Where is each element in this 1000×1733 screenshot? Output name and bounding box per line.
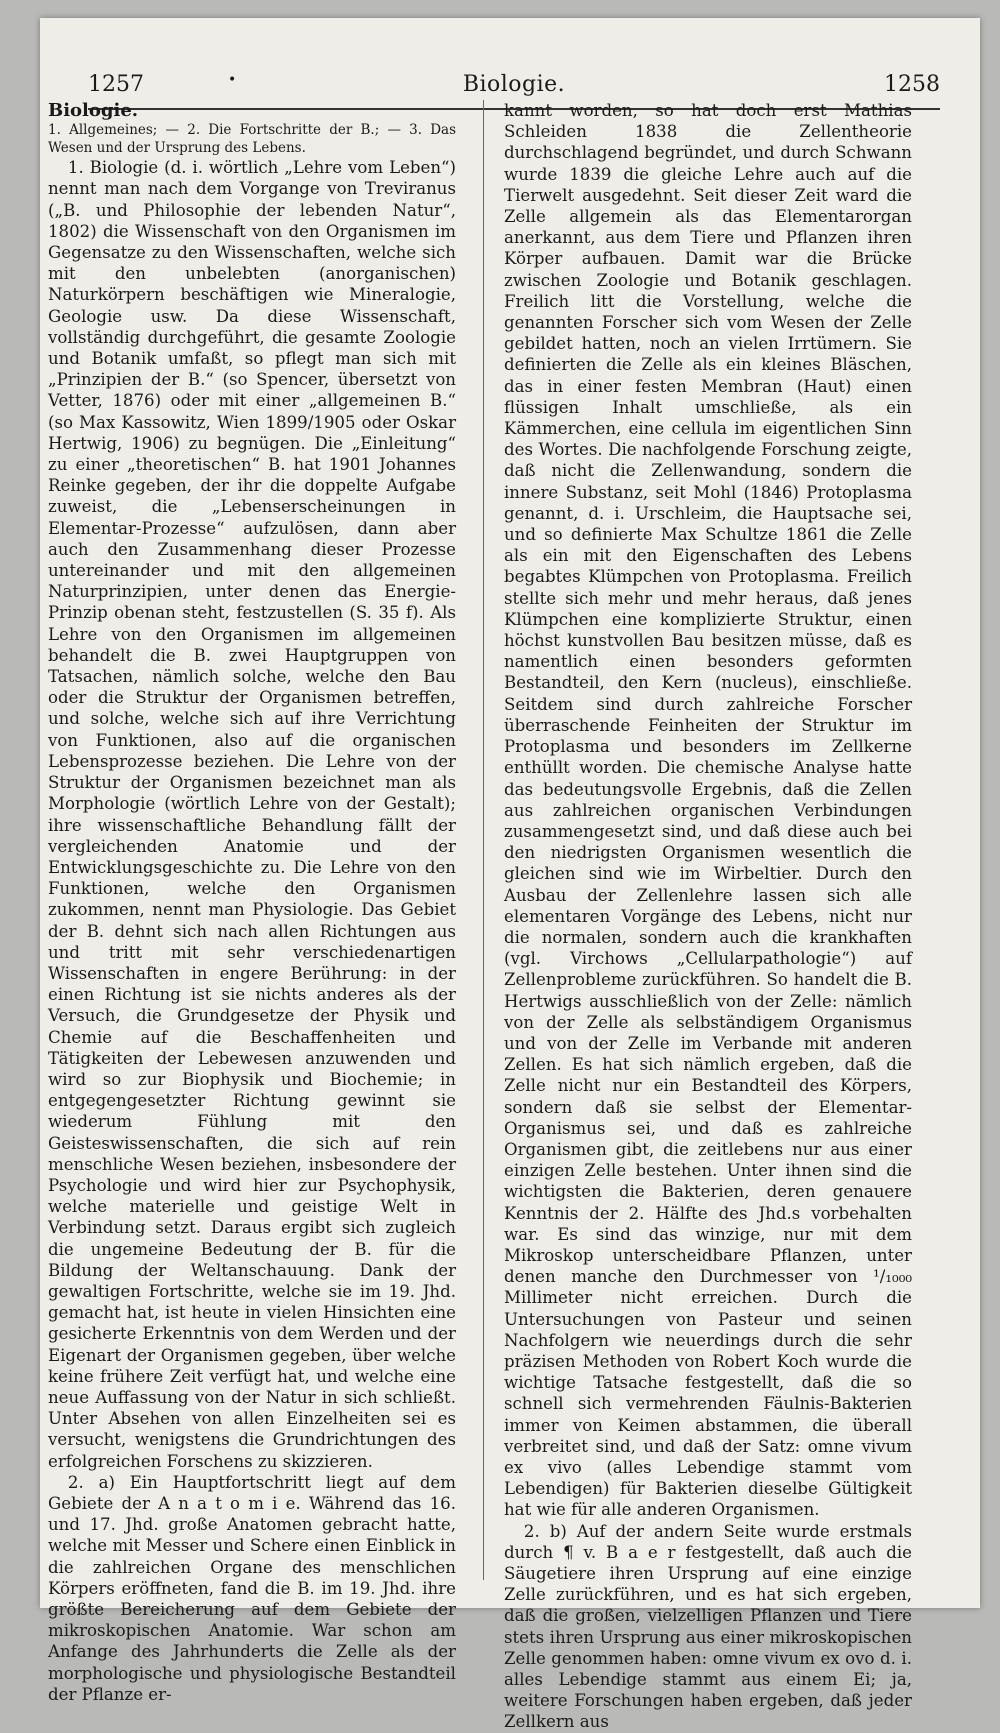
right-column: [504, 100, 912, 1732]
paragraph-2a: 2. a) Ein Hauptfortschritt liegt auf dem Gebiete der A n a t o m i e. Während das 16. und 17. Jhd. große Anatomen gebracht hatte, welche mit Messer und Schere einen Einblick in die zahlreichen Organe des menschlichen Körpers eröffneten, fand die B. im 19. Jhd. ihre größte Bereicherung auf dem Gebiete der mikroskopischen Anatomie. War schon am Anfange des Jahrhunderts die Zelle als der morphologische und physiologische Bestandteil der Pflanze er-: [48, 1472, 456, 1704]
page-number-right: 1258: [884, 72, 940, 97]
column-divider: [483, 100, 484, 1580]
running-header: [88, 60, 940, 100]
running-title: [88, 72, 940, 97]
header-marker: •: [228, 72, 237, 88]
header-title: Biologie.: [462, 72, 566, 97]
article-contents: 1. Allgemeines; — 2. Die Fortschritte der B.; — 3. Das Wesen und der Ursprung des Lebens.: [48, 122, 456, 157]
article-heading: Biologie.: [48, 100, 139, 121]
paragraph-2b: 2. b) Auf der andern Seite wurde erstmals durch ¶ v. B a e r festgestellt, daß auch die Säugetiere ihren Ursprung auf eine einzige Zelle zurückführen, und es hat sich ergeben, daß die großen, vielzelligen Pflanzen und Tiere stets ihren Ursprung aus einer mikroskopischen Zelle genommen haben: omne vivum ex ovo d. i. alles Lebendige stammt aus einem Ei; ja, weitere Forschungen haben ergeben, daß jeder Zellkern aus: [504, 1521, 912, 1732]
paragraph-1-continued: kannt worden, so hat doch erst Mathias Schleiden 1838 die Zellentheorie durchschlagend begründet, und durch Schwann wurde 1839 die gleiche Lehre auch auf die Tierwelt ausgedehnt. Seit dieser Zeit ward die Zelle allgemein als das Elementarorgan anerkannt, aus dem Tiere und Pflanzen ihren Körper aufbauen. Damit war die Brücke zwischen Zoologie und Botanik geschlagen. Freilich litt die Vorstellung, welche die genannten Forscher sich vom Wesen der Zelle gebildet hatten, noch an vielen Irrtümern. Sie definierten die Zelle als ein kleines Bläschen, das in einer festen Membran (Haut) einen flüssigen Inhalt umschließe, als ein Kämmerchen, eine cellula im eigentlichen Sinn des Wortes. Die nachfolgende Forschung zeigte, daß nicht die Zellenwandung, sondern die innere Substanz, seit Mohl (1846) Protoplasma genannt, d. i. Urschleim, die Hauptsache sei, und so definierte Max Schultze 1861 die Zelle als ein mit den Eigenschaften des Lebens begabtes Klümpchen von Protoplasma. Freilich stellte sich mehr und mehr heraus, daß jenes Klümpchen eine komplizierte Struktur, einen höchst kunstvollen Bau besitzen müsse, daß es namentlich einen besonders geformten Bestandteil, den Kern (nucleus), einschließe. Seitdem sind durch zahlreiche Forscher überraschende Feinheiten der Struktur im Protoplasma und besonders im Zellkerne enthüllt worden. Die chemische Analyse hatte das bedeutungsvolle Ergebnis, daß die Zellen aus zahlreichen organischen Verbindungen zusammengesetzt sind, und daß diese auch bei den niedrigsten Organismen wesentlich die gleichen sind wie im Wirbeltier. Durch den Ausbau der Zellenlehre lassen sich alle elementaren Vorgänge des Lebens, nicht nur die normalen, sondern auch die krankhaften (vgl. Virchows „Cellularpathologie“) auf Zellenprobleme zurückführen. So handelt die B. Hertwigs ausschließlich von der Zelle: nämlich von der Zelle als selbständigem Organismus und von der Zelle im Verbande mit anderen Zellen. Es hat sich nämlich ergeben, daß die Zelle nicht nur ein Bestandteil des Körpers, sondern daß sie selbst der Elementar-Organismus sei, und daß es zahlreiche Organismen gibt, die zeitlebens nur aus einer einzigen Zelle bestehen. Unter ihnen sind die wichtigsten die Bakterien, deren genauere Kenntnis der 2. Hälfte des Jhd.s vorbehalten war. Es sind das winzige, nur mit dem Mikroskop unterscheidbare Pflanzen, unter denen manche den Durchmesser von ¹/₁₀₀₀ Millimeter nicht erreichen. Durch die Untersuchungen von Pasteur und seinen Nachfolgern wie neuerdings durch die sehr präzisen Methoden von Robert Koch wurde die wichtige Tatsache festgestellt, daß die so schnell sich vermehrenden Fäulnis-Bakterien immer von Keimen abstammen, die überall verbreitet sind, und daß der Satz: omne vivum ex vivo (alles Lebendige stammt vom Lebendigen) für Bakterien dieselbe Gültigkeit hat wie für alle anderen Organismen.: [504, 101, 912, 1520]
left-column: [48, 100, 456, 1704]
page-number-left: 1257: [88, 72, 144, 97]
paragraph-1: 1. Biologie (d. i. wörtlich „Lehre vom Leben“) nennt man nach dem Vorgange von Treviranus („B. und Philosophie der lebenden Natur“, 1802) die Wissenschaft von den Organismen im Gegensatze zu den Wissenschaften, welche sich mit den unbelebten (anorganischen) Naturkörpern beschäftigen wie Mineralogie, Geologie usw. Da diese Wissenschaft, vollständig durchgeführt, die gesamte Zoologie und Botanik umfaßt, so pflegt man sich mit „Prinzipien der B.“ (so Spencer, übersetzt von Vetter, 1876) oder mit einer „allgemeinen B.“ (so Max Kassowitz, Wien 1899/1905 oder Oskar Hertwig, 1906) zu begnügen. Die „Einleitung“ zu einer „theoretischen“ B. hat 1901 Johannes Reinke gegeben, der ihr die doppelte Aufgabe zuweist, die „Lebenserscheinungen in Elementar-Prozesse“ aufzulösen, dann aber auch den Zusammenhang dieser Prozesse untereinander und mit den allgemeinen Naturprinzipien, unter denen das Energie-Prinzip obenan steht, festzustellen (S. 35 f). Als Lehre von den Organismen im allgemeinen behandelt die B. zwei Hauptgruppen von Tatsachen, nämlich solche, welche den Bau oder die Struktur der Organismen betreffen, und solche, welche sich auf ihre Verrichtung von Funktionen, also auf die organischen Lebensprozesse beziehen. Die Lehre von der Struktur der Organismen bezeichnet man als Morphologie (wörtlich Lehre von der Gestalt); ihre wissenschaftliche Behandlung fällt der vergleichenden Anatomie und der Entwicklungsgeschichte zu. Die Lehre von den Funktionen, welche den Organismen zukommen, nennt man Physiologie. Das Gebiet der B. dehnt sich nach allen Richtungen aus und tritt mit sehr verschiedenartigen Wissenschaften in engere Berührung: in der einen Richtung ist sie nichts anderes als der Versuch, die Grundgesetze der Physik und Chemie auf die Beschaffenheiten und Tätigkeiten der Lebewesen anzuwenden und wird so zur Biophysik und Biochemie; in entgegengesetzter Richtung gewinnt sie wiederum Fühlung mit den Geisteswissenschaften, die sich auf rein menschliche Wesen beziehen, insbesondere der Psychologie und wird hier zur Psychophysik, welche materielle und geistige Welt in Verbindung setzt. Daraus ergibt sich zugleich die ungemeine Bedeutung der B. für die Bildung der Weltanschauung. Dank der gewaltigen Fortschritte, welche sie im 19. Jhd. gemacht hat, ist heute in vielen Hinsichten eine gesicherte Erkenntnis von dem Werden und der Eigenart der Organismen gegeben, über welche keine frühere Zeit verfügt hat, und welche eine neue Auffassung von der Natur in sich schließt. Unter Absehen von allen Einzelheiten sei es versucht, wenigstens die Grundrichtungen des erfolgreichen Forschens zu skizzieren.: [48, 158, 456, 1471]
